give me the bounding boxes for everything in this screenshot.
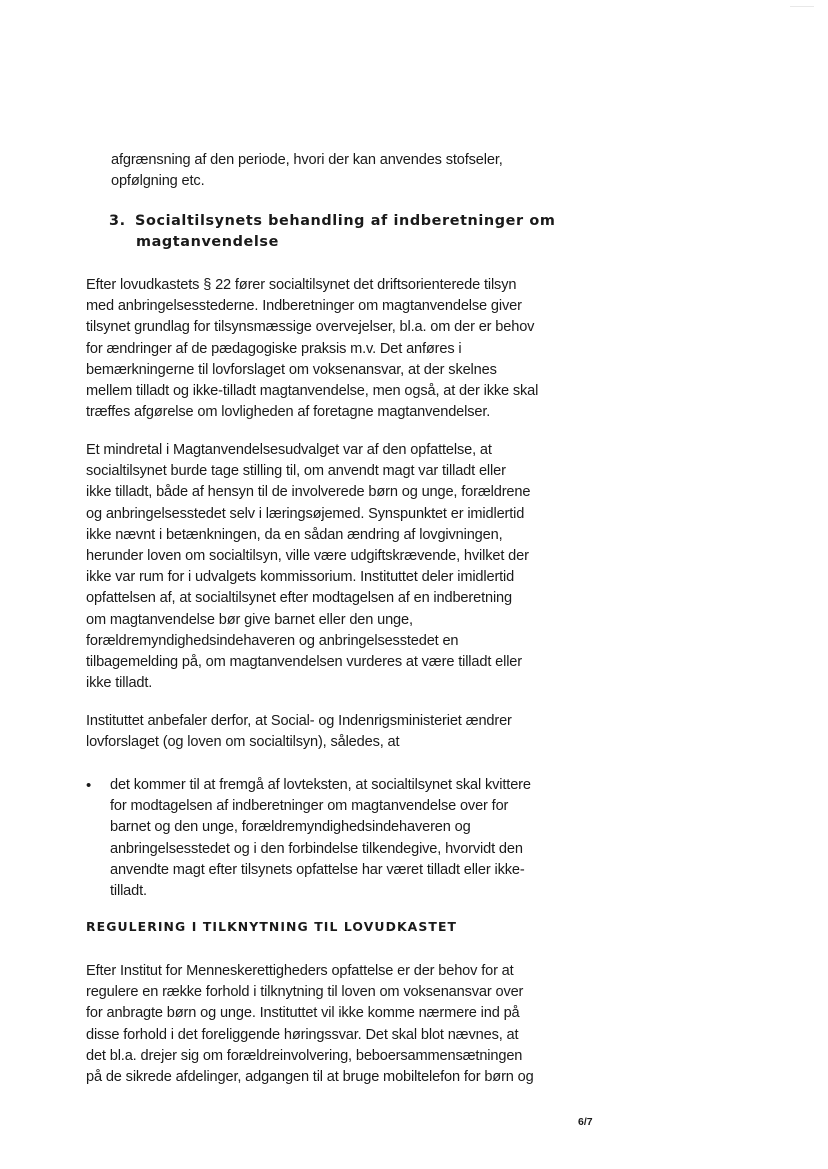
text-line: opfølgning etc.: [111, 173, 205, 190]
text-line: ikke var rum for i udvalgets kommissorium. Instituttet deler imidlertid: [86, 569, 515, 586]
text-line: om magtanvendelse bør give barnet eller den unge,: [86, 611, 413, 628]
text-line: herunder loven om socialtilsyn, ville være udgiftskrævende, hvilket der: [86, 548, 529, 565]
text-line: mellem tilladt og ikke-tilladt magtanvendelse, men også, at der ikke skal: [86, 383, 539, 400]
text-line: og anbringelsesstedet selv i læringsøjemed. Synspunktet er imidlertid: [86, 505, 525, 522]
text-line: ikke nævnt i betænkningen, da en sådan ændring af lovgivningen,: [86, 526, 503, 543]
text-line: ikke tilladt, både af hensyn til de involverede børn og unge, forældrene: [86, 484, 531, 501]
text-line: socialtilsynet burde tage stilling til, om anvendt magt var tilladt eller: [86, 463, 506, 480]
intro-continuation: [111, 150, 503, 192]
text-line: Efter Institut for Menneskerettigheders opfattelse er der behov for at: [86, 963, 514, 979]
text-line: forældremyndighedsindehaveren og anbringelsesstedet en: [86, 632, 459, 649]
text-line: barnet og den unge, forældremyndighedsindehaveren og: [110, 819, 471, 836]
text-line: anbringelsesstedet og i den forbindelse tilkendegive, hvorvidt den: [110, 840, 523, 857]
text-line: for ændringer af de pædagogiske praksis m.v. Det anføres i: [86, 340, 462, 357]
text-line: tilladt.: [110, 883, 147, 900]
text-line: det bl.a. drejer sig om forældreinvolvering, beboersammensætningen: [86, 1047, 523, 1064]
text-line: bemærkningerne til lovforslaget om voksenansvar, at der skelnes: [86, 361, 497, 378]
text-line: på de sikrede afdelinger, adgangen til at bruge mobiltelefon for børn og: [86, 1069, 534, 1086]
section-title-line-1: Socialtilsynets behandling af indberetninger om: [135, 213, 556, 229]
scan-artifact: [790, 6, 814, 7]
paragraph-4: [86, 961, 534, 1088]
text-line: tilbagemelding på, om magtanvendelsen vurderes at være tilladt eller: [86, 654, 522, 671]
text-line: opfattelsen af, at socialtilsynet efter modtagelsen af en indberetning: [86, 590, 512, 607]
paragraph-2: [86, 440, 530, 694]
text-line: disse forhold i det foreliggende høringssvar. Det skal blot nævnes, at: [86, 1026, 519, 1043]
text-line: træffes afgørelse om lovligheden af foretagne magtanvendelser.: [86, 404, 491, 421]
bullet-item: [110, 775, 531, 902]
text-line: afgrænsning af den periode, hvori der kan anvendes stofseler,: [111, 152, 503, 168]
bullet-marker: •: [86, 777, 92, 794]
text-line: tilsynet grundlag for tilsynsmæssige overvejelser, bl.a. om der er behov: [86, 319, 535, 336]
text-line: regulere en række forhold i tilknytning til loven om voksenansvar over: [86, 984, 524, 1001]
text-line: lovforslaget (og loven om socialtilsyn), således, at: [86, 734, 400, 751]
text-line: Instituttet anbefaler derfor, at Social- og Indenrigsministeriet ændrer: [86, 713, 512, 729]
section-number: 3.: [109, 213, 126, 229]
text-line: anvendte magt efter tilsynets opfattelse har været tilladt eller ikke-: [110, 861, 525, 878]
section-title-line-2: magtanvendelse: [136, 234, 279, 250]
text-line: Et mindretal i Magtanvendelsesudvalget var af den opfattelse, at: [86, 442, 492, 458]
paragraph-1: [86, 275, 538, 423]
section-3-heading: [109, 211, 555, 253]
text-line: Efter lovudkastets § 22 fører socialtilsynet det driftsorienterede tilsyn: [86, 277, 517, 293]
page-number: 6/7: [578, 1116, 593, 1128]
text-line: ikke tilladt.: [86, 675, 153, 692]
section-heading: REGULERING I TILKNYTNING TIL LOVUDKASTET: [86, 919, 458, 934]
text-line: for anbragte børn og unge. Instituttet vil ikke komme nærmere ind på: [86, 1005, 520, 1022]
text-line: med anbringelsesstederne. Indberetninger om magtanvendelse giver: [86, 298, 522, 315]
paragraph-3: [86, 711, 512, 753]
text-line: det kommer til at fremgå af lovteksten, at socialtilsynet skal kvittere: [110, 777, 531, 793]
text-line: for modtagelsen af indberetninger om magtanvendelse over for: [110, 798, 509, 815]
